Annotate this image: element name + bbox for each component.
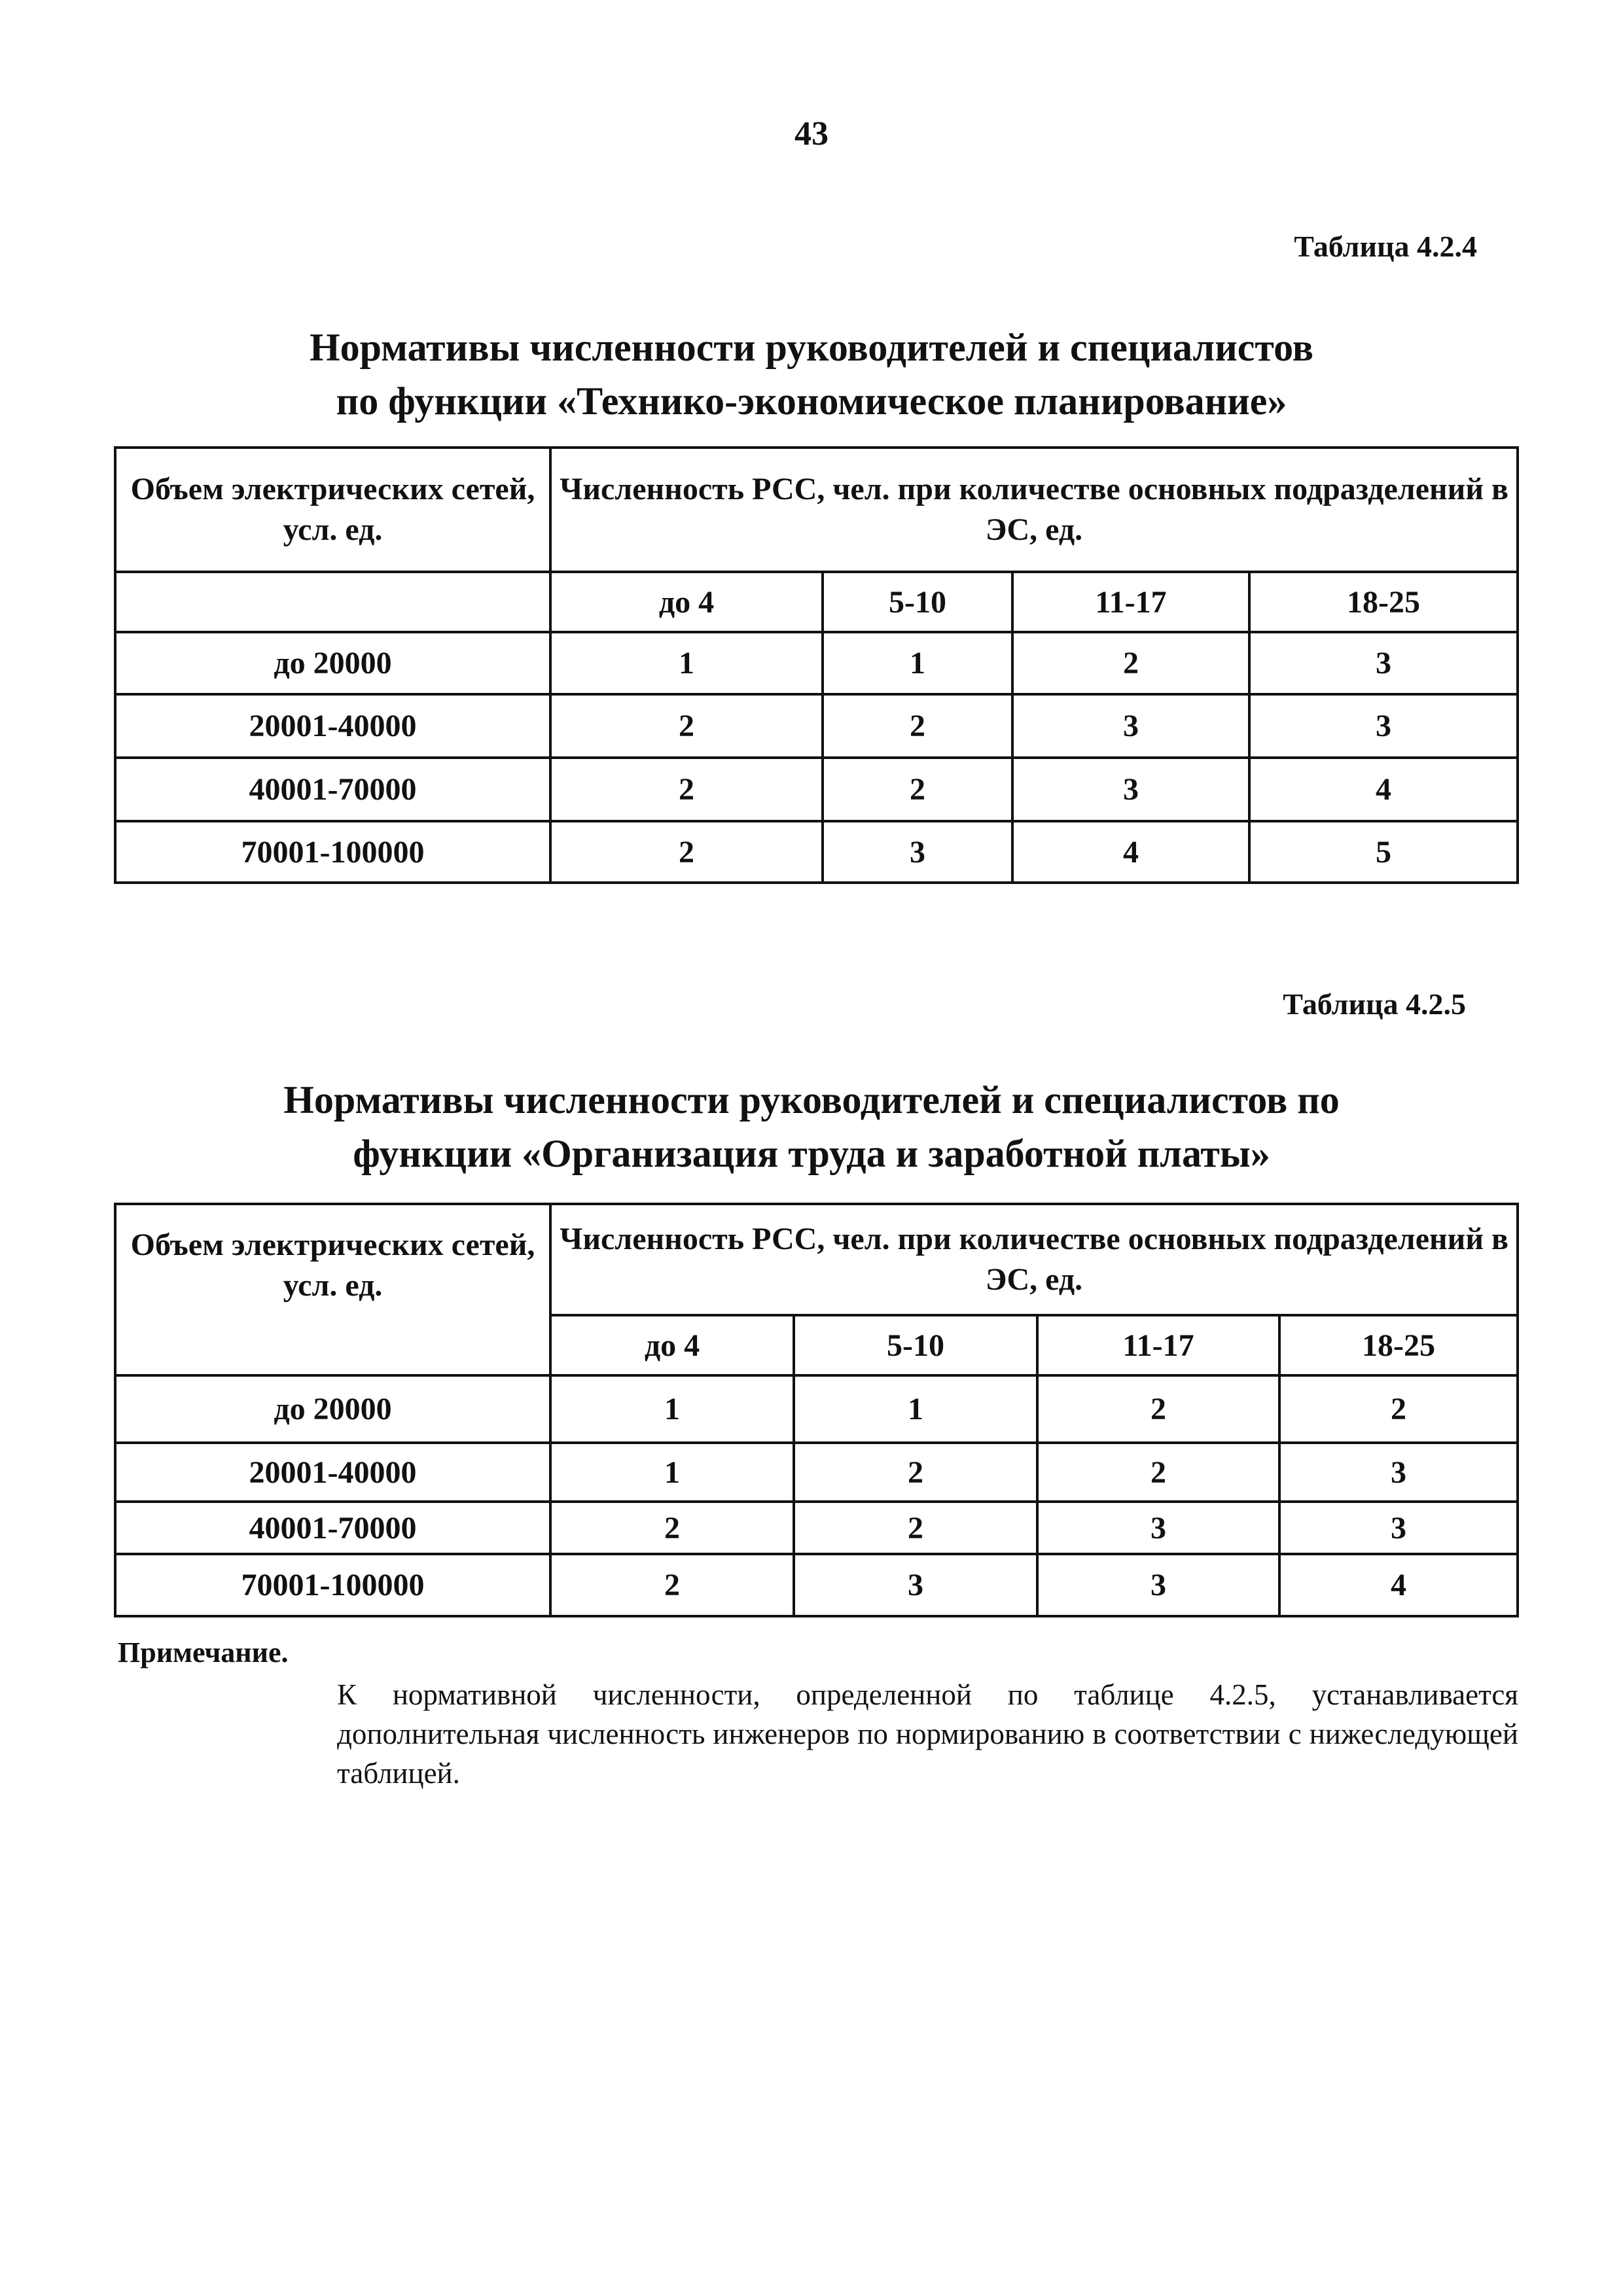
table-cell: 4 xyxy=(1249,758,1518,821)
staffing-table xyxy=(114,1203,1519,1617)
col-header-volume: Объем электрических сетей, усл. ед. xyxy=(115,1204,550,1375)
col-header: до 4 xyxy=(550,1315,794,1375)
table-cell: 4 xyxy=(1012,821,1249,883)
table-cell: 2 xyxy=(550,1502,794,1554)
table-cell: 2 xyxy=(823,758,1012,821)
table-cell: 2 xyxy=(1037,1375,1279,1443)
table-row xyxy=(115,1375,1518,1443)
table-cell: 2 xyxy=(794,1502,1037,1554)
table-title xyxy=(0,321,1623,428)
row-label: 40001-70000 xyxy=(115,758,550,821)
col-header-group: Численность РСС, чел. при количестве основных подразделений в ЭС, ед. xyxy=(550,448,1518,572)
table-title-line: Нормативы численности руководителей и специалистов по xyxy=(283,1078,1340,1122)
table-cell: 2 xyxy=(794,1443,1037,1502)
table-cell: 2 xyxy=(550,758,823,821)
table-cell: 3 xyxy=(794,1554,1037,1616)
col-header: 11-17 xyxy=(1037,1315,1279,1375)
table-cell: 1 xyxy=(794,1375,1037,1443)
table-cell: 4 xyxy=(1279,1554,1518,1616)
col-header-group: Численность РСС, чел. при количестве основных подразделений в ЭС, ед. xyxy=(550,1204,1518,1315)
table-cell: 2 xyxy=(1012,632,1249,694)
table-cell: 3 xyxy=(1249,694,1518,758)
table-cell: 3 xyxy=(1279,1443,1518,1502)
row-label: до 20000 xyxy=(115,1375,550,1443)
table-cell: 1 xyxy=(550,1443,794,1502)
staffing-table xyxy=(114,446,1519,884)
col-header: 11-17 xyxy=(1012,572,1249,632)
header-cell xyxy=(115,572,550,632)
table-row xyxy=(115,758,1518,821)
row-label: 70001-100000 xyxy=(115,1554,550,1616)
table-cell: 2 xyxy=(550,1554,794,1616)
table-row xyxy=(115,1443,1518,1502)
col-header: 5-10 xyxy=(823,572,1012,632)
table-cell: 2 xyxy=(1037,1443,1279,1502)
table-title-line: по функции «Технико-экономическое планирование» xyxy=(336,380,1287,423)
table-cell: 2 xyxy=(823,694,1012,758)
table-title-line: Нормативы численности руководителей и специалистов xyxy=(309,326,1313,369)
table-cell: 1 xyxy=(550,632,823,694)
row-label: 20001-40000 xyxy=(115,694,550,758)
row-label: до 20000 xyxy=(115,632,550,694)
col-header-volume: Объем электрических сетей, усл. ед. xyxy=(115,448,550,572)
table-cell: 5 xyxy=(1249,821,1518,883)
row-label: 20001-40000 xyxy=(115,1443,550,1502)
col-header: 18-25 xyxy=(1279,1315,1518,1375)
col-header: 5-10 xyxy=(794,1315,1037,1375)
col-header: до 4 xyxy=(550,572,823,632)
table-cell: 2 xyxy=(1279,1375,1518,1443)
table-cell: 2 xyxy=(550,821,823,883)
table-title xyxy=(0,1073,1623,1180)
table-cell: 3 xyxy=(823,821,1012,883)
page-number: 43 xyxy=(794,115,829,152)
table-row xyxy=(115,1554,1518,1616)
table-label: Таблица 4.2.5 xyxy=(1283,987,1466,1021)
table-cell: 3 xyxy=(1012,694,1249,758)
table-cell: 3 xyxy=(1037,1502,1279,1554)
note-text: К нормативной численности, определенной по таблице 4.2.5, устанавливается дополнительная численность инженеров по нормированию в соответствии с нижеследующей таблицей. xyxy=(337,1678,1518,1790)
table-cell: 3 xyxy=(1037,1554,1279,1616)
table-cell: 3 xyxy=(1249,632,1518,694)
note-title: Примечание. xyxy=(118,1636,289,1669)
table-row xyxy=(115,632,1518,694)
table-cell: 3 xyxy=(1279,1502,1518,1554)
table-row xyxy=(115,821,1518,883)
table-label: Таблица 4.2.4 xyxy=(1294,230,1477,263)
table-row xyxy=(115,1502,1518,1554)
table-row xyxy=(115,694,1518,758)
table-cell: 2 xyxy=(550,694,823,758)
table-cell: 3 xyxy=(1012,758,1249,821)
table-cell: 1 xyxy=(823,632,1012,694)
col-header: 18-25 xyxy=(1249,572,1518,632)
row-label: 70001-100000 xyxy=(115,821,550,883)
table-cell: 1 xyxy=(550,1375,794,1443)
row-label: 40001-70000 xyxy=(115,1502,550,1554)
table-title-line: функции «Организация труда и заработной платы» xyxy=(353,1132,1270,1175)
